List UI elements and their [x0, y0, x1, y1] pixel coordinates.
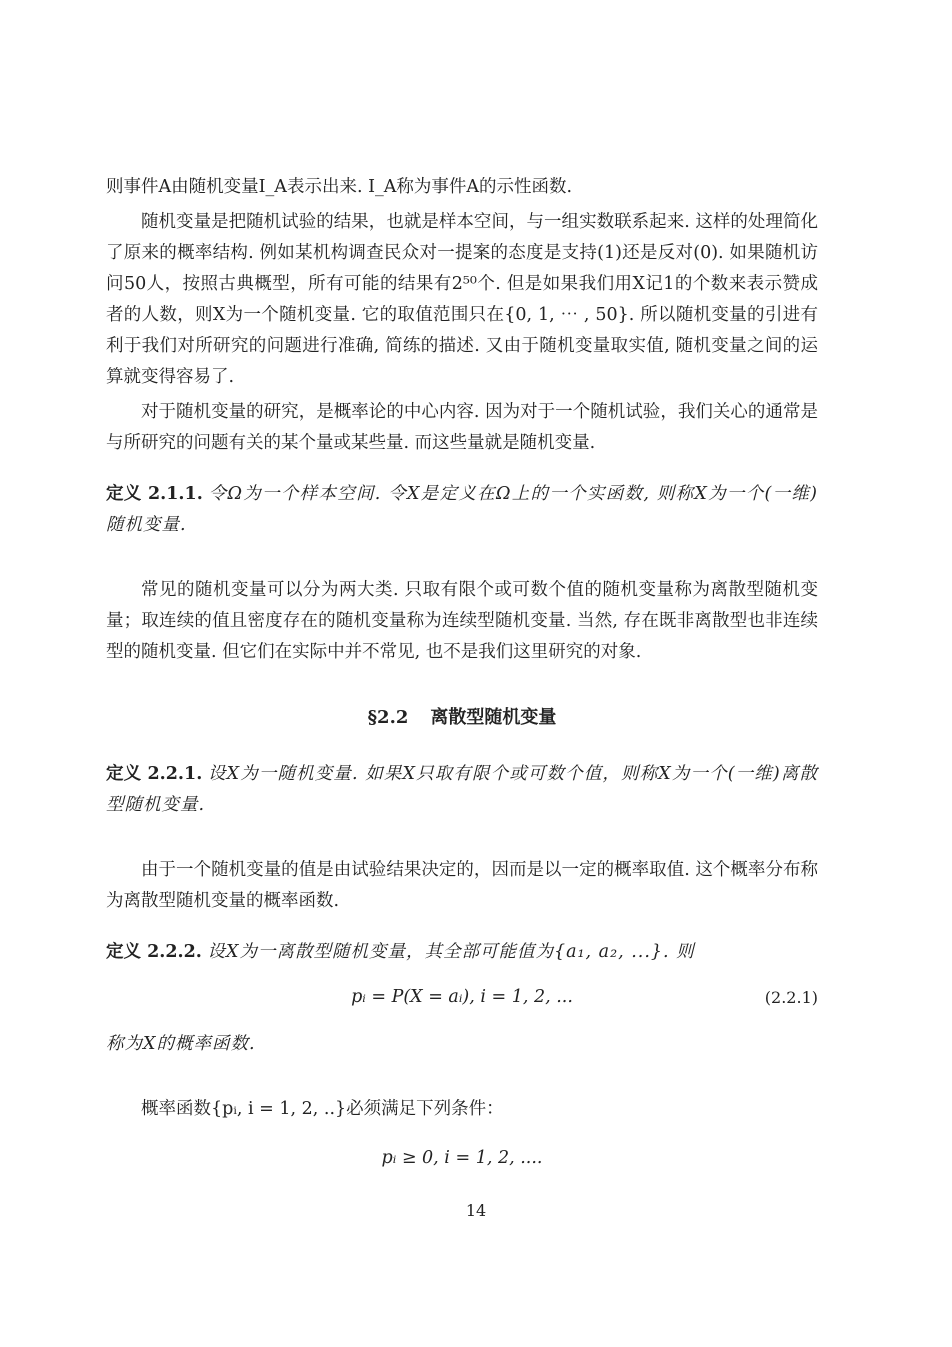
- section-title: 离散型随机变量: [430, 707, 557, 728]
- page-number: 14: [465, 1201, 487, 1220]
- definition-2-1-1: [106, 479, 818, 541]
- paragraph-two-types: 常见的随机变量可以分为两大类. 只取有限个或可数个值的随机变量称为离散型随机变量；取连续的值且密度存在的随机变量称为连续型随机变量. 当然, 存在既非离散型也非连续型的随机变量. 但它们在实际中并不常见, 也不是我们这里研究的对象.: [106, 580, 818, 662]
- definition-2-2-2-tail: [106, 1029, 818, 1060]
- definition-2-2-2-body: 设X为一离散型随机变量，其全部可能值为{a₁, a₂, ...}. 则: [207, 942, 695, 962]
- definition-2-2-1-head: 定义 2.2.1.: [106, 764, 203, 784]
- definition-2-2-2: [106, 937, 818, 968]
- definition-2-2-1-body: 设X为一随机变量. 如果X只取有限个或可数个值，则称X为一个(一维)离散型随机变量.: [106, 764, 819, 815]
- document-page: [106, 172, 818, 1174]
- equation-2-2-1: [106, 982, 818, 1013]
- definition-2-2-2-tail-text: 称为X的概率函数.: [106, 1034, 256, 1054]
- section-number: §2.2: [367, 707, 409, 728]
- definition-2-1-1-head: 定义 2.1.1.: [106, 484, 203, 504]
- paragraph-random-variable-research: 对于随机变量的研究，是概率论的中心内容. 因为对于一个随机试验，我们关心的通常是与所研究的问题有关的某个量或某些量. 而这些量就是随机变量.: [106, 402, 818, 453]
- equation-2-2-1-number: (2.2.1): [764, 988, 818, 1007]
- section-heading: [106, 702, 818, 733]
- equation-2-2-1-formula: pᵢ = P(X = aᵢ), i = 1, 2, ...: [351, 987, 573, 1007]
- paragraph-random-variable-intro: 随机变量是把随机试验的结果，也就是样本空间，与一组实数联系起来. 这样的处理简化了原来的概率结构. 例如某机构调查民众对一提案的态度是支持(1)还是反对(0). 如果随机访问50人，按照古典概型，所有可能的结果有2⁵⁰个. 但是如果我们用X记1的个数来表示赞成者的人数，则X为一个随机变量. 它的取值范围只在{0, 1, ⋯ , 50}. 所以随机变量的引进有利于我们对所研究的问题进行准确, 简练的描述. 又由于随机变量取实值, 随机变量之间的运算就变得容易了.: [106, 212, 818, 387]
- paragraph-probability-distribution: 由于一个随机变量的值是由试验结果决定的，因而是以一定的概率取值. 这个概率分布称为离散型随机变量的概率函数.: [106, 860, 818, 911]
- equation-nonnegative: pᵢ ≥ 0, i = 1, 2, ....: [381, 1148, 543, 1168]
- definition-2-2-1: [106, 759, 818, 821]
- paragraph-conditions: 概率函数{pᵢ, i = 1, 2, ..}必须满足下列条件：: [141, 1099, 504, 1119]
- definition-2-1-1-body: 令Ω为一个样本空间. 令X是定义在Ω上的一个实函数, 则称X为一个(一维)随机变量.: [106, 484, 818, 535]
- paragraph-indicator-function: 则事件A由随机变量I_A表示出来. I_A称为事件A的示性函数.: [106, 177, 573, 197]
- definition-2-2-2-head: 定义 2.2.2.: [106, 942, 202, 962]
